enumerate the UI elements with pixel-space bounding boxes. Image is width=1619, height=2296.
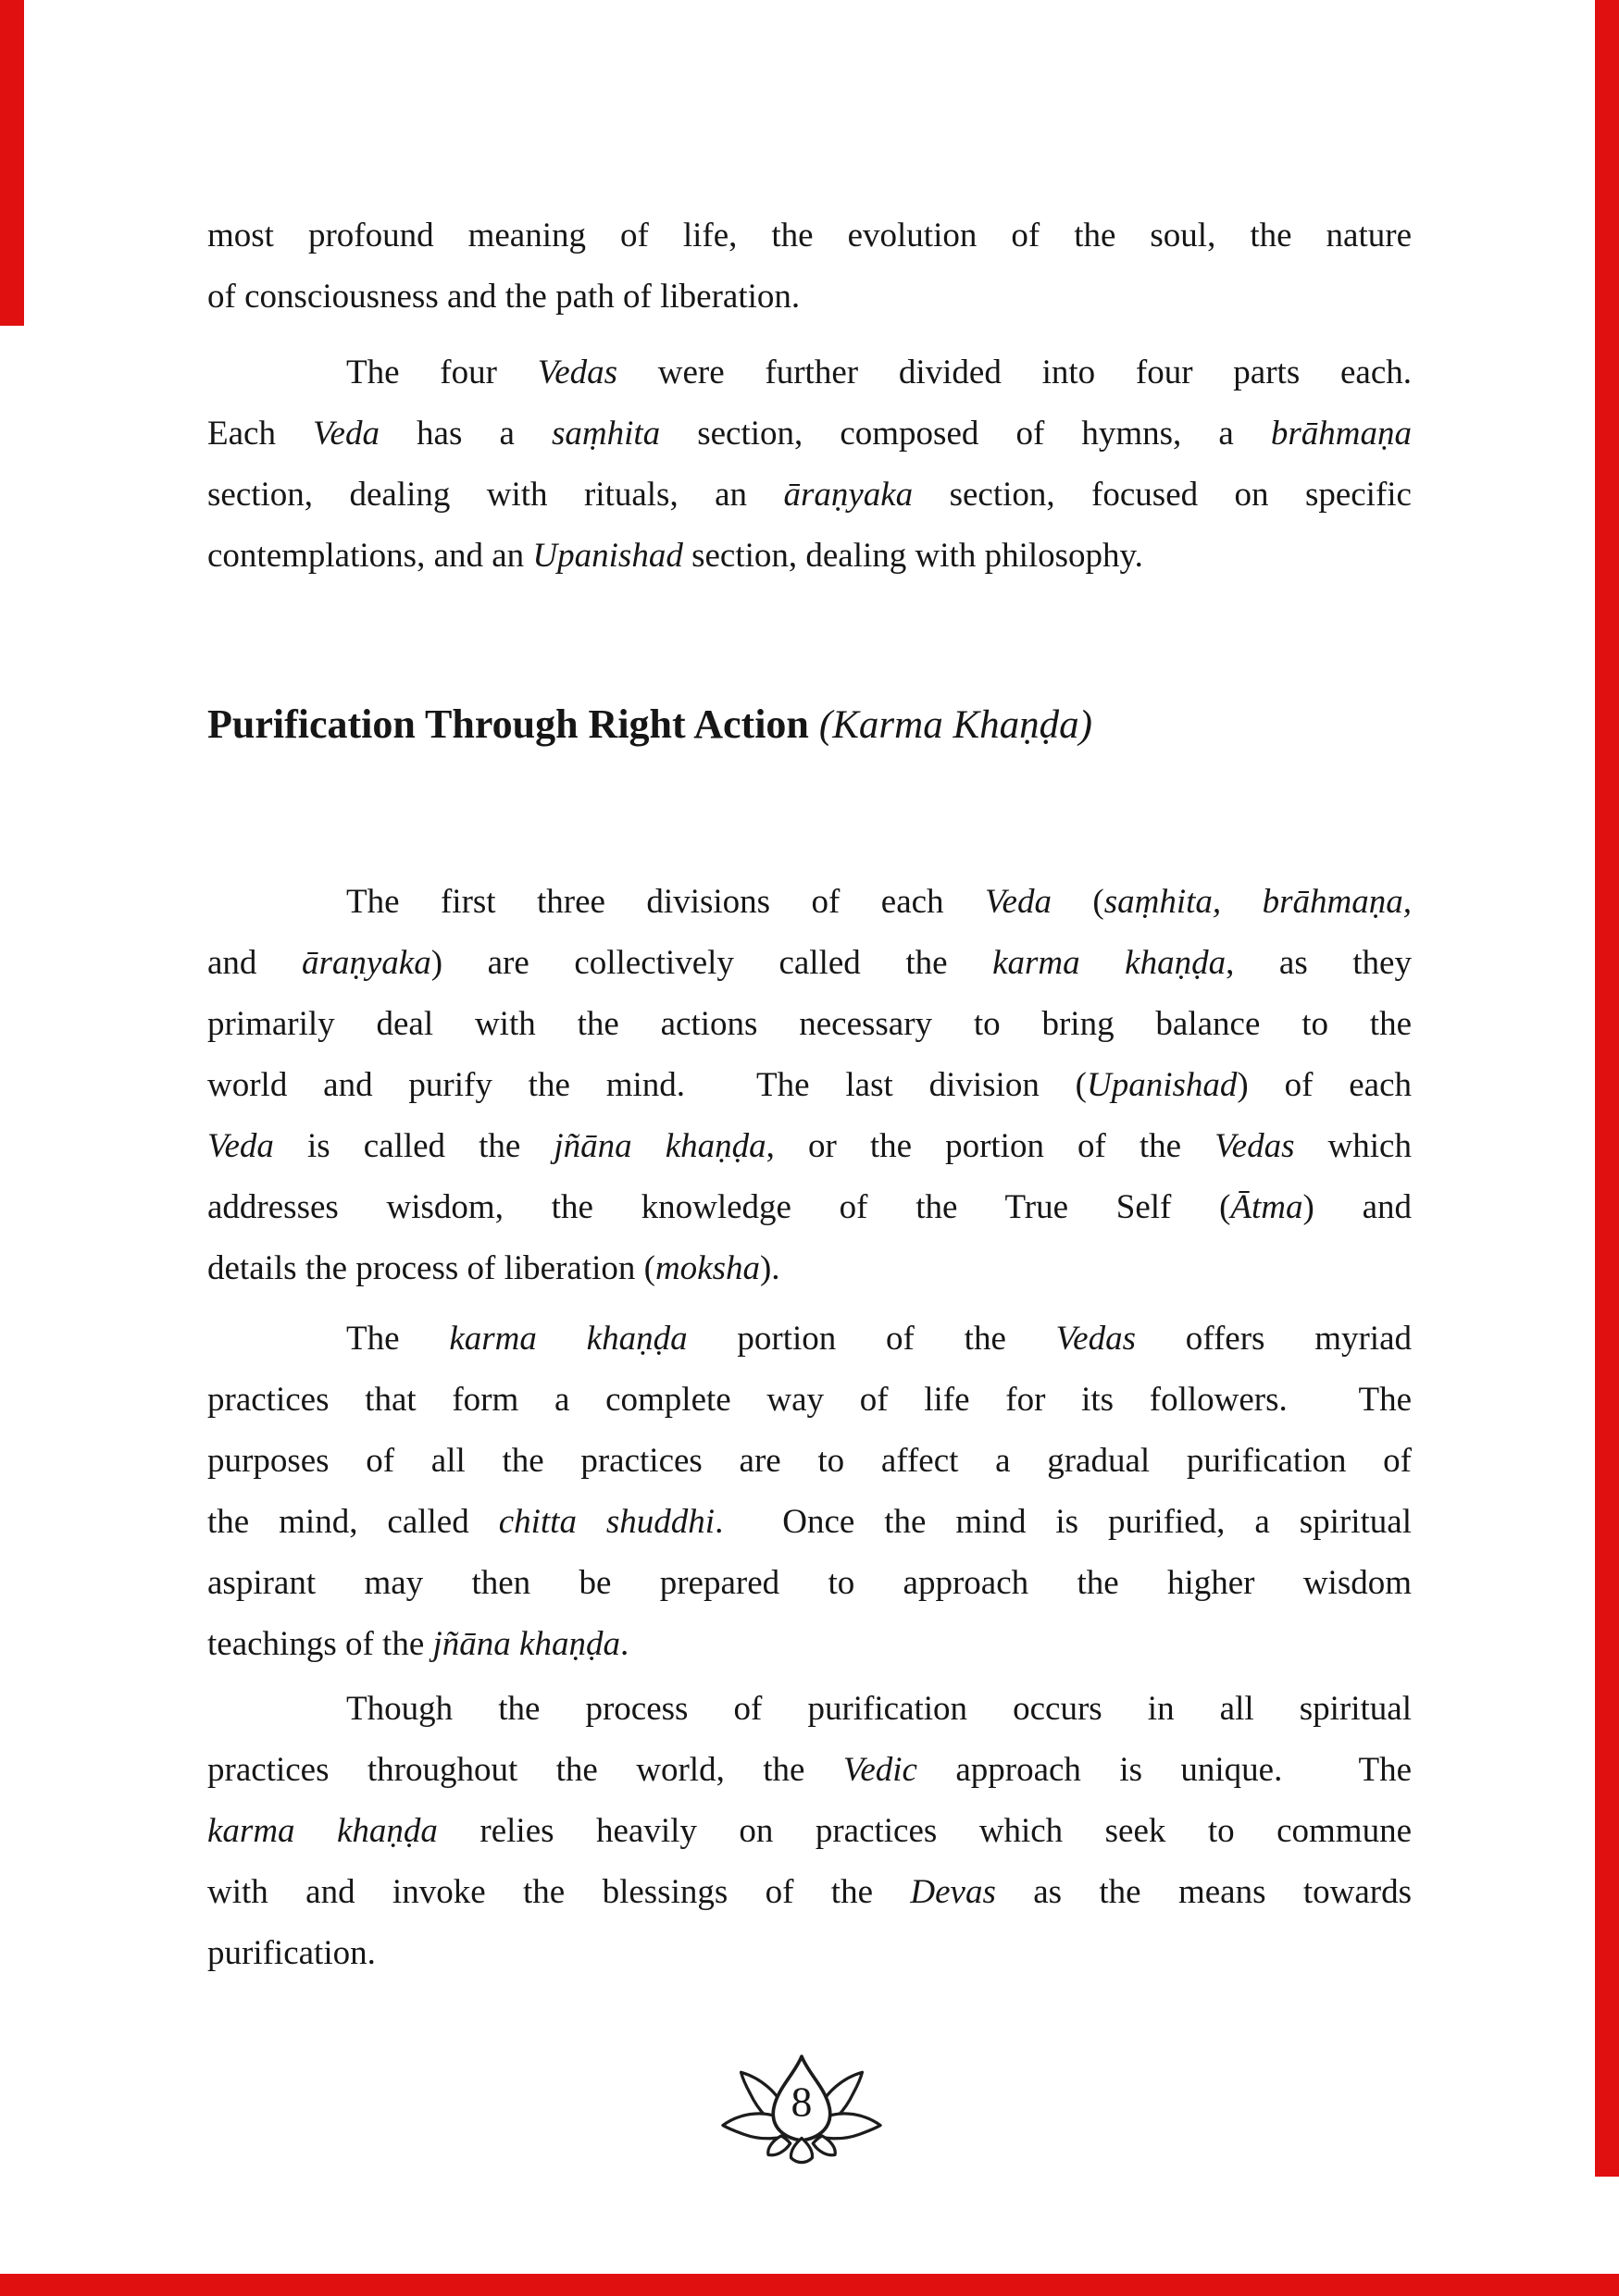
text-segment: practices that form a complete way of life for its followers. The (207, 1381, 1412, 1419)
text-line (207, 1238, 1412, 1299)
text-segment: addresses wisdom, the knowledge of the True Self ( (207, 1188, 1231, 1226)
text-segment: (Karma Khaṇḍa) (818, 703, 1092, 747)
text-segment: most profound meaning of life, the evolution of the soul, the nature (207, 217, 1412, 254)
lotus-ornament (0, 2053, 1611, 2169)
paragraph (207, 1679, 1412, 1984)
paragraph (207, 872, 1412, 1299)
text-segment: purposes of all the practices are to affect a gradual purification of (207, 1442, 1412, 1480)
text-segment: has a (379, 415, 552, 453)
page-number: 8 (791, 2078, 812, 2126)
text-line (207, 1492, 1412, 1553)
text-segment: section, composed of hymns, a (660, 415, 1271, 453)
text-segment: Vedas (1055, 1320, 1136, 1358)
text-line (207, 1309, 1412, 1370)
text-segment: section, focused on specific (913, 476, 1412, 514)
text-segment: contemplations, and an (207, 537, 533, 575)
text-segment: ( (1051, 883, 1104, 921)
left-edge-mark (0, 0, 24, 326)
text-line (207, 933, 1412, 994)
text-segment: karma khaṇḍa (992, 944, 1227, 982)
bottom-edge-mark (0, 2274, 1619, 2296)
text-segment: purification. (207, 1934, 376, 1972)
text-segment: ) are collectively called the (430, 944, 993, 982)
text-segment: is called the (273, 1127, 554, 1165)
text-segment: Veda (313, 415, 380, 453)
text-segment: Devas (910, 1873, 996, 1911)
text-segment: Purification Through Right Action (207, 701, 819, 747)
text-segment: Though the process of purification occurs in all spiritual (346, 1690, 1412, 1728)
text-segment: practices throughout the world, the (207, 1751, 843, 1789)
text-segment: karma khaṇḍa (207, 1812, 438, 1850)
lotus-petal (791, 2138, 812, 2162)
text-segment: and (207, 944, 302, 982)
right-edge-mark (1595, 0, 1619, 2177)
text-segment: Each (207, 415, 314, 453)
text-line (207, 1862, 1412, 1923)
text-segment: ) of each (1237, 1066, 1412, 1104)
text-segment: approach is unique. The (916, 1751, 1412, 1789)
text-segment: jñāna khaṇḍa (554, 1127, 766, 1165)
section-heading (207, 691, 1412, 759)
text-line (207, 1679, 1412, 1740)
text-line (207, 1801, 1412, 1862)
text-line (207, 1055, 1412, 1116)
text-segment: . Once the mind is purified, a spiritual (715, 1503, 1412, 1541)
text-line (207, 1923, 1412, 1984)
text-segment: saṃhita, brāhmaṇa, (1103, 883, 1412, 921)
text-segment: Upanishad (1087, 1066, 1238, 1104)
text-segment: details the process of liberation ( (207, 1249, 655, 1287)
paragraph (207, 1309, 1412, 1675)
text-segment: which (1294, 1127, 1412, 1165)
text-segment: karma khaṇḍa (449, 1320, 688, 1358)
text-line (207, 872, 1412, 933)
text-segment: Veda (985, 883, 1052, 921)
text-segment: the mind, called (207, 1503, 499, 1541)
text-segment: relies heavily on practices which seek to commune (437, 1812, 1412, 1850)
text-segment: ). (759, 1249, 780, 1287)
text-line (207, 342, 1412, 403)
text-segment: , or the portion of the (766, 1127, 1215, 1165)
text-segment: . (619, 1625, 629, 1663)
paragraph (207, 342, 1412, 587)
text-segment: āraṇyaka (301, 944, 431, 982)
text-segment: The four (346, 354, 538, 391)
text-segment: saṃhita (551, 415, 661, 453)
text-line (207, 1116, 1412, 1177)
text-line (207, 1370, 1412, 1431)
lotus-icon (718, 2053, 885, 2165)
text-segment: ) and (1302, 1188, 1412, 1226)
text-line (207, 1740, 1412, 1801)
text-line (207, 205, 1412, 267)
text-segment: world and purify the mind. The last division ( (207, 1066, 1087, 1104)
text-segment: Vedas (537, 354, 618, 391)
text-segment: were further divided into four parts each. (617, 354, 1412, 391)
text-segment: section, dealing with rituals, an (207, 476, 784, 514)
text-segment: offers myriad (1136, 1320, 1413, 1358)
text-segment: Vedic (842, 1751, 917, 1789)
text-segment: , as they (1226, 944, 1412, 982)
text-segment: Veda (207, 1127, 274, 1165)
text-segment: aspirant may then be prepared to approach the higher wisdom (207, 1564, 1412, 1602)
text-segment: moksha (654, 1249, 760, 1287)
text-line (207, 1614, 1412, 1675)
text-segment: Vedas (1214, 1127, 1295, 1165)
text-segment: āraṇyaka (783, 476, 914, 514)
text-line (207, 994, 1412, 1055)
text-segment: primarily deal with the actions necessary to bring balance to the (207, 1005, 1412, 1043)
text-line (207, 526, 1412, 587)
text-segment: portion of the (687, 1320, 1056, 1358)
text-line (207, 1177, 1412, 1238)
text-segment: brāhmaṇa (1270, 415, 1412, 453)
text-line (207, 1431, 1412, 1492)
text-line (207, 403, 1412, 465)
text-segment: jñāna khaṇḍa (432, 1625, 620, 1663)
text-segment: of consciousness and the path of liberation. (207, 278, 801, 316)
text-segment: The first three divisions of each (346, 883, 986, 921)
text-segment: as the means towards (995, 1873, 1412, 1911)
text-segment: The (346, 1320, 450, 1358)
text-segment: chitta shuddhi (498, 1503, 716, 1541)
text-line (207, 267, 1412, 328)
text-segment: Ātma (1230, 1188, 1303, 1226)
text-line (207, 465, 1412, 526)
text-segment: Upanishad (532, 537, 683, 575)
text-segment: section, dealing with philosophy. (682, 537, 1143, 575)
paragraph (207, 205, 1412, 328)
text-segment: with and invoke the blessings of the (207, 1873, 911, 1911)
text-line (207, 1553, 1412, 1614)
text-segment: teachings of the (207, 1625, 433, 1663)
